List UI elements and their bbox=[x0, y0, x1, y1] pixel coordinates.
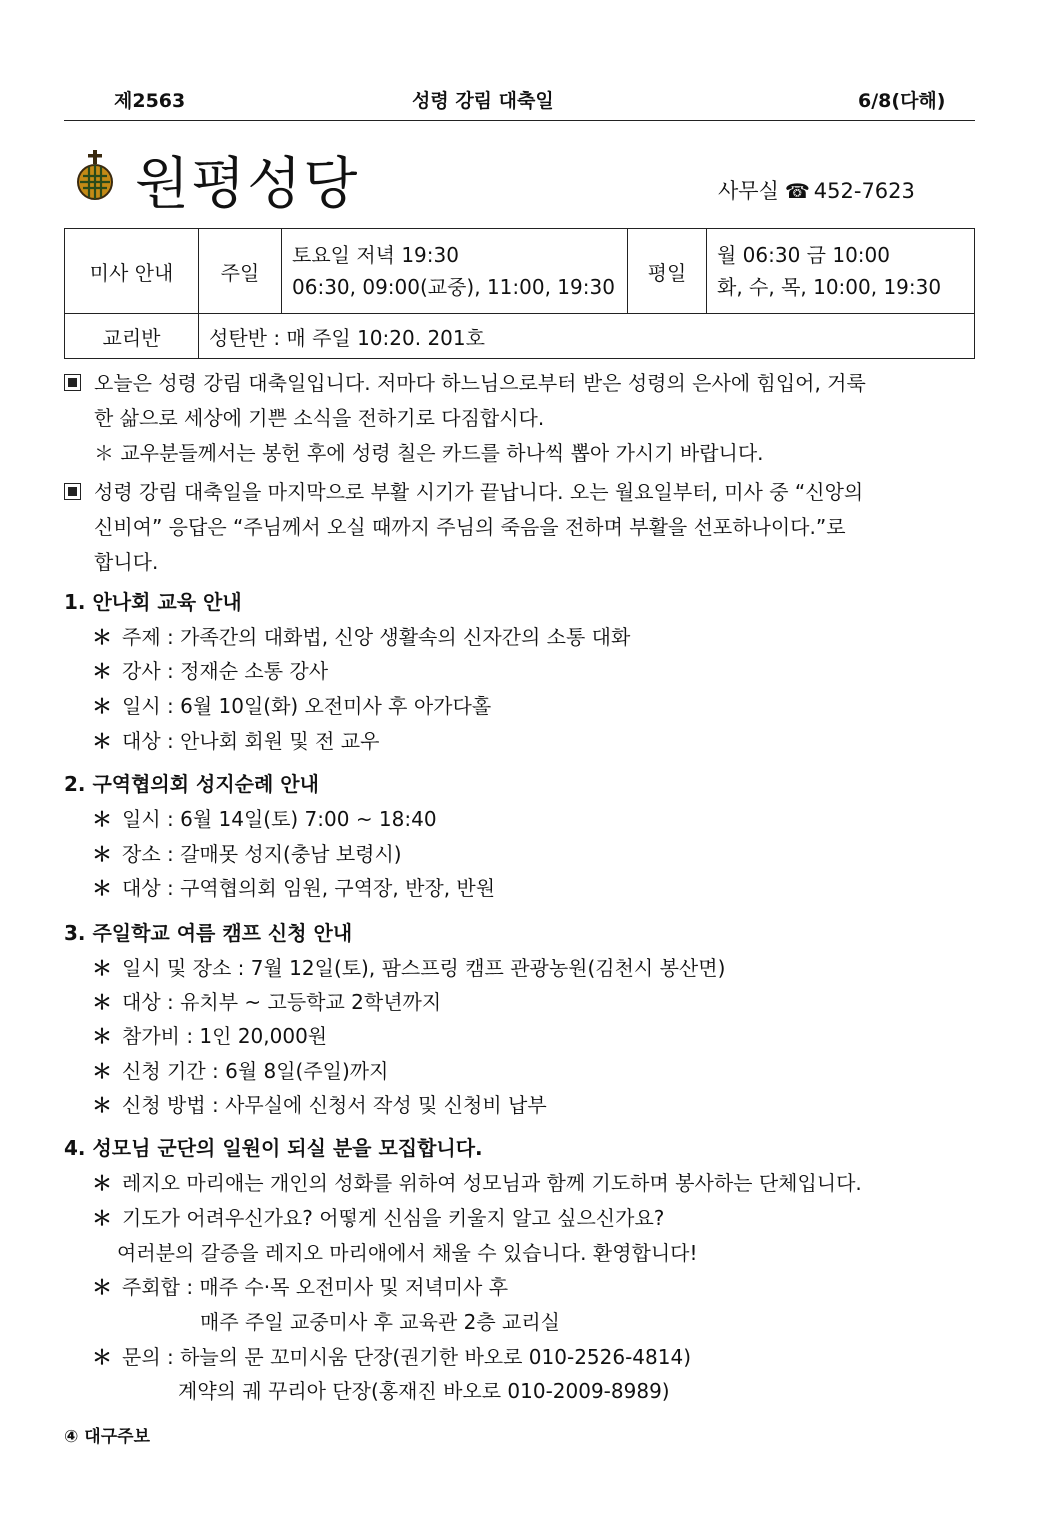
parish-name: 원평성당 bbox=[135, 152, 360, 217]
issue-date: 6/8(다해) bbox=[858, 90, 946, 112]
sunday-times-line1: 토요일 저녁 19:30 bbox=[292, 243, 459, 267]
list-item-continuation: 매주 주일 교중미사 후 교육관 2층 교리실 bbox=[200, 1310, 560, 1334]
list-item: ＊ 신청 방법 : 사무실에 신청서 작성 및 신청비 납부 bbox=[92, 1093, 547, 1117]
office-phone: 452-7623 bbox=[813, 179, 915, 203]
square-bullet-icon bbox=[64, 483, 81, 500]
catechism-row bbox=[65, 314, 975, 359]
telephone-icon: ☎ bbox=[784, 179, 810, 203]
section-1-title: 1. 안나회 교육 안내 bbox=[64, 590, 242, 614]
list-item: ＊ 강사 : 정재순 소통 강사 bbox=[92, 659, 329, 683]
church-logo-icon bbox=[72, 150, 118, 200]
mass-row bbox=[65, 229, 975, 314]
notice-1-line3: ＊ 교우분들께서는 봉헌 후에 성령 칠은 카드를 하나씩 뽑아 가시기 바랍니다. bbox=[94, 441, 764, 465]
catechism-text: 성탄반 : 매 주일 10:20. 201호 bbox=[199, 314, 975, 359]
list-item: ＊ 일시 : 6월 10일(화) 오전미사 후 아가다홀 bbox=[92, 694, 492, 718]
notice-2-line3: 합니다. bbox=[94, 550, 159, 574]
section-4-title: 4. 성모님 군단의 일원이 되실 분을 모집합니다. bbox=[64, 1136, 483, 1160]
feast-title: 성령 강림 대축일 bbox=[412, 90, 554, 112]
notice-1 bbox=[64, 366, 866, 471]
issue-number: 제2563 bbox=[114, 90, 186, 112]
footer-page-label: ④ 대구주보 bbox=[64, 1427, 150, 1447]
list-item: ＊ 대상 : 안나회 회원 및 전 교우 bbox=[92, 729, 380, 753]
list-item: ＊ 일시 및 장소 : 7월 12일(토), 팜스프링 캠프 관광농원(김천시 봉산면) bbox=[92, 956, 726, 980]
list-item: ＊ 참가비 : 1인 20,000원 bbox=[92, 1024, 328, 1048]
office-label: 사무실 bbox=[718, 179, 779, 203]
notice-1-line2: 한 삶으로 세상에 기쁜 소식을 전하기로 다짐합시다. bbox=[94, 406, 545, 430]
list-item: ＊ 대상 : 구역협의회 임원, 구역장, 반장, 반원 bbox=[92, 876, 496, 900]
list-item: ＊ 기도가 어려우신가요? 어떻게 신심을 키울지 알고 싶으신가요? bbox=[92, 1206, 665, 1230]
list-item: ＊ 장소 : 갈매못 성지(충남 보령시) bbox=[92, 842, 402, 866]
list-item: ＊ 레지오 마리애는 개인의 성화를 위하여 성모님과 함께 기도하며 봉사하는 단체입니다. bbox=[92, 1171, 862, 1195]
schedule-table bbox=[64, 228, 975, 359]
list-item: ＊ 주회합 : 매주 수·목 오전미사 및 저녁미사 후 bbox=[92, 1275, 509, 1299]
section-2-title: 2. 구역협의회 성지순례 안내 bbox=[64, 772, 319, 796]
list-item: ＊ 신청 기간 : 6월 8일(주일)까지 bbox=[92, 1059, 389, 1083]
sunday-times-line2: 06:30, 09:00(교중), 11:00, 19:30 bbox=[292, 275, 615, 299]
list-item-continuation: 계약의 궤 꾸리아 단장(홍재진 바오로 010-2009-8989) bbox=[178, 1379, 670, 1403]
catechism-label: 교리반 bbox=[65, 314, 199, 359]
weekday-times bbox=[707, 229, 975, 314]
list-item: ＊ 대상 : 유치부 ~ 고등학교 2학년까지 bbox=[92, 990, 442, 1014]
office-contact bbox=[718, 175, 915, 205]
notice-2-line2: 신비여” 응답은 “주님께서 오실 때까지 주님의 죽음을 전하며 부활을 선포하나이다.”로 bbox=[94, 515, 846, 539]
list-item: ＊ 문의 : 하늘의 문 꼬미시움 단장(권기한 바오로 010-2526-4814) bbox=[92, 1345, 692, 1369]
weekday-times-line1: 월 06:30 금 10:00 bbox=[717, 243, 890, 267]
section-3-title: 3. 주일학교 여름 캠프 신청 안내 bbox=[64, 921, 353, 945]
header-divider bbox=[64, 120, 975, 121]
notice-2-line1: 성령 강림 대축일을 마지막으로 부활 시기가 끝납니다. 오는 월요일부터, 미사 중 “신앙의 bbox=[94, 480, 864, 504]
notice-2 bbox=[64, 475, 863, 580]
sunday-label: 주일 bbox=[199, 229, 282, 314]
list-item: ＊ 일시 : 6월 14일(토) 7:00 ~ 18:40 bbox=[92, 807, 437, 831]
sunday-times bbox=[282, 229, 628, 314]
list-item-continuation: 여러분의 갈증을 레지오 마리애에서 채울 수 있습니다. 환영합니다! bbox=[117, 1241, 698, 1265]
square-bullet-icon bbox=[64, 374, 81, 391]
weekday-times-line2: 화, 수, 목, 10:00, 19:30 bbox=[717, 275, 942, 299]
weekday-label: 평일 bbox=[628, 229, 707, 314]
mass-label: 미사 안내 bbox=[65, 229, 199, 314]
list-item: ＊ 주제 : 가족간의 대화법, 신앙 생활속의 신자간의 소통 대화 bbox=[92, 625, 631, 649]
notice-1-line1: 오늘은 성령 강림 대축일입니다. 저마다 하느님으로부터 받은 성령의 은사에 힘입어, 거룩 bbox=[94, 371, 866, 395]
